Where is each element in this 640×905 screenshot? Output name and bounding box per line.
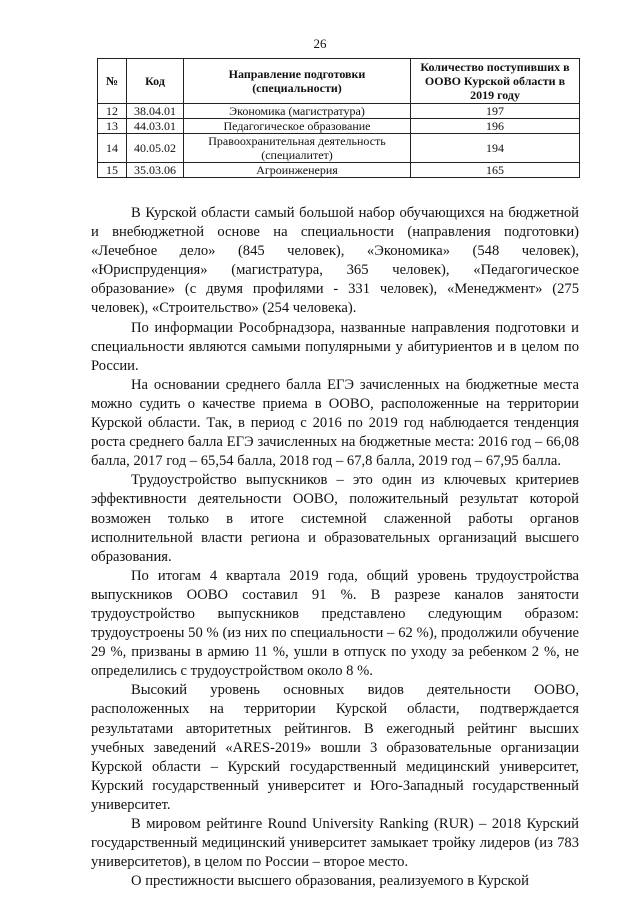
paragraph-employment-criteria: Трудоустройство выпускников – это один из ключевых критериев эффективности деятельности ООВО, положительный результат которой возможен только в итоге системной слаженной работы органов исполнительной власти региона и образовательных организаций высшего образования. xyxy=(91,472,579,565)
row-direction: Агроинженерия xyxy=(184,163,411,178)
table-header-row xyxy=(98,59,580,104)
row-number: 12 xyxy=(98,104,127,119)
row-code: 44.03.01 xyxy=(127,119,184,134)
row-code: 35.03.06 xyxy=(127,163,184,178)
row-code: 38.04.01 xyxy=(127,104,184,119)
body-text xyxy=(91,204,579,891)
header-number: № xyxy=(98,59,127,104)
table-row xyxy=(98,134,580,163)
table-row xyxy=(98,163,580,178)
header-code: Код xyxy=(127,59,184,104)
table-row xyxy=(98,104,580,119)
row-number: 15 xyxy=(98,163,127,178)
admissions-table xyxy=(97,58,580,178)
header-count: Количество поступивших в ООВО Курской области в 2019 году xyxy=(411,59,580,104)
row-count: 196 xyxy=(411,119,580,134)
paragraph-rur-ranking: В мировом рейтинге Round University Ranking (RUR) – 2018 Курский государственный медицинский университет замыкает тройку лидеров (из 783 университетов), в целом по России – второе место. xyxy=(91,816,579,871)
row-count: 165 xyxy=(411,163,580,178)
row-code: 40.05.02 xyxy=(127,134,184,163)
row-direction: Экономика (магистратура) xyxy=(184,104,411,119)
row-number: 13 xyxy=(98,119,127,134)
header-direction: Направление подготовки (специальности) xyxy=(184,59,411,104)
paragraph-prestige: О престижности высшего образования, реализуемого в Курской xyxy=(131,873,529,890)
paragraph-employment-stats: По итогам 4 квартала 2019 года, общий уровень трудоустройства выпускников ООВО составил 91 %. В разрезе каналов занятости трудоустройство выпускников представлено следующим образом: трудоустроены 50 % (из них по специальности – 62 %), продолжили обучение 29 %, призваны в армию 11 %, ушли в отпуск по уходу за ребенком 2 %, не определились с трудоустройством около 8 %. xyxy=(91,567,579,680)
row-count: 194 xyxy=(411,134,580,163)
paragraph-popular-specialties: В Курской области самый большой набор обучающихся на бюджетной и внебюджетной основе на специальности (направления подготовки) «Лечебное дело» (845 человек), «Экономика» (548 человек), «Юриспруденция» (магистратура, 365 человек), «Педагогическое образование» (с двумя профилями - 331 человек), «Менеджмент» (275 человек), «Строительство» (254 человека). xyxy=(91,205,579,317)
row-number: 14 xyxy=(98,134,127,163)
page-number: 26 xyxy=(313,36,327,51)
row-count: 197 xyxy=(411,104,580,119)
paragraph-ratings: Высокий уровень основных видов деятельности ООВО, расположенных на территории Курской области, подтверждается результатами авторитетных рейтингов. В ежегодный рейтинг высших учебных заведений «ARES-2019» вошли 3 образовательные организации Курской области – Курский государственный медицинский университет, Курский государственный университет и Юго-Западный государственный университет. xyxy=(91,682,579,813)
row-direction: Педагогическое образование xyxy=(184,119,411,134)
paragraph-ege-score: На основании среднего балла ЕГЭ зачисленных на бюджетные места можно судить о качестве приема в ООВО, расположенные на территории Курской области. Так, в период с 2016 по 2019 год наблюдается тенденция роста среднего балла ЕГЭ зачисленных на бюджетные места: 2016 год – 66,08 балла, 2017 год – 65,54 балла, 2018 год – 67,8 балла, 2019 год – 67,95 балла. xyxy=(91,376,579,470)
paragraph-rosobrnadzor: По информации Рособрнадзора, названные направления подготовки и специальности являются самыми популярными у абитуриентов и в целом по России. xyxy=(91,319,579,374)
table-row xyxy=(98,119,580,134)
row-direction: Правоохранительная деятельность (специалитет) xyxy=(184,134,411,163)
